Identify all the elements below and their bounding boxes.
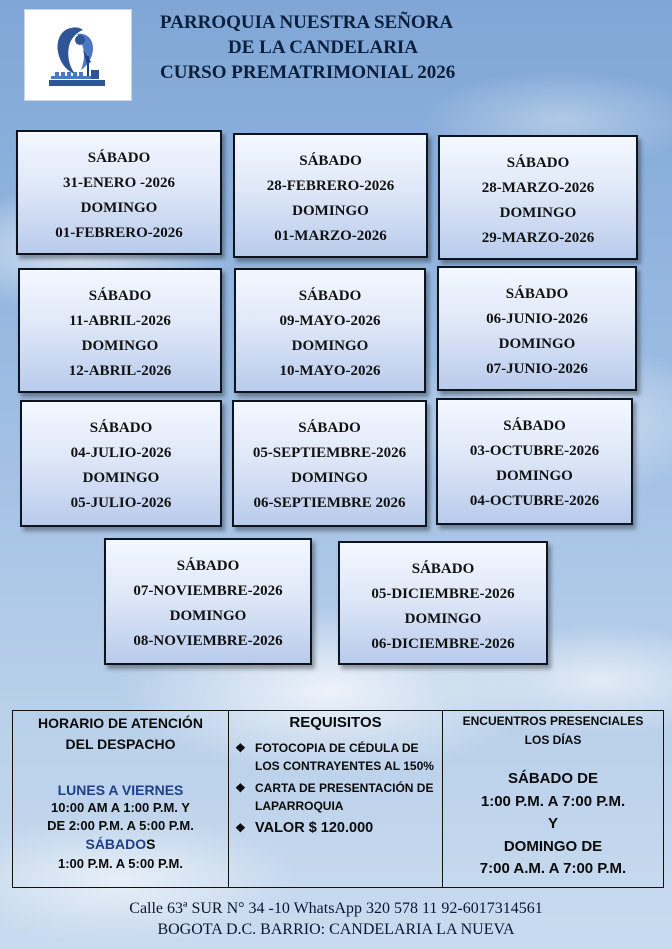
date-box-march [438,135,638,260]
date-box-december [338,541,548,665]
date-box-may [234,268,426,393]
date-box-february [233,133,428,258]
parish-logo [24,9,132,101]
weekdays-label: LUNES A VIERNES [57,782,184,798]
meetings-column [443,711,663,887]
footer-address: Calle 63ª SUR N° 34 -10 WhatsApp 320 578 11 92-6017314561 [129,900,543,917]
office-hours-column [13,711,229,887]
date-box-november [104,538,312,665]
date-day-2: DOMINGO [498,336,576,352]
date-day-1: SÁBADO [505,286,569,302]
date-value-2: 06-SEPTIEMBRE 2026 [253,495,406,511]
date-day-2: DOMINGO [82,470,160,486]
date-value-1: 05-SEPTIEMBRE-2026 [252,445,407,461]
date-day-2: DOMINGO [499,205,577,221]
date-value-1: 11-ABRIL-2026 [69,313,171,329]
diamond-bullet-icon: ❖ [235,781,246,795]
requirements-list [229,739,442,837]
list-item: ❖ FOTOCOPIA DE CÉDULA DE LOS CONTRAYENTES AL 150% [235,741,434,773]
date-day-1: SÁBADO [503,418,566,434]
date-value-2: 29-MARZO-2026 [481,230,595,246]
date-box-july [20,400,222,527]
diamond-bullet-icon: ❖ [235,741,246,755]
diamond-bullet-icon: ❖ [235,821,246,835]
date-day-1: SÁBADO [298,288,362,304]
date-value-2: 06-DICIEMBRE-2026 [371,636,515,652]
header-line-3: CURSO PREMATRIMONIAL 2026 [160,62,456,83]
meetings-schedule: SÁBADO DE 1:00 P.M. A 7:00 P.M. Y DOMINGO DE 7:00 A.M. A 7:00 P.M. [479,770,627,877]
date-value-1: 06-JUNIO-2026 [486,311,588,327]
date-value-2: 08-NOVIEMBRE-2026 [133,633,283,649]
list-item: ❖ VALOR $ 120.000 [235,820,374,836]
date-value-1: 09-MAYO-2026 [279,313,381,329]
date-day-1: SÁBADO [87,150,151,166]
date-day-1: SÁBADO [411,561,475,577]
date-box-october [436,398,633,525]
date-value-2: 01-FEBRERO-2026 [55,225,183,241]
date-day-1: SÁBADO [298,420,361,436]
date-value-1: 05-DICIEMBRE-2026 [371,586,515,602]
saturdays-label: SÁBADOS [85,836,156,852]
footer-neighborhood: BOGOTA D.C. BARRIO: CANDELARIA LA NUEVA [157,921,515,938]
header-line-2: DE LA CANDELARIA [228,37,419,58]
date-day-1: SÁBADO [176,558,240,574]
date-day-2: DOMINGO [496,468,573,484]
date-day-1: SÁBADO [299,153,362,169]
header-line-1: PARROQUIA NUESTRA SEÑORA [160,12,454,33]
requirements-title: REQUISITOS [289,714,382,731]
weekdays-hours-1: 10:00 AM A 1:00 P.M. Y [51,800,190,815]
office-hours-title: HORARIO DE ATENCIÓN DEL DESPACHO [38,715,203,752]
parish-logo-icon [25,10,133,102]
date-value-1: 03-OCTUBRE-2026 [469,443,600,459]
date-box-september [232,400,427,527]
date-box-april [18,268,222,393]
date-value-1: 04-JULIO-2026 [70,445,172,461]
date-day-2: DOMINGO [81,338,159,354]
date-day-2: DOMINGO [292,203,369,219]
date-value-2: 12-ABRIL-2026 [68,363,172,379]
requirements-column [229,711,443,887]
date-box-june [437,266,637,391]
meetings-title: ENCUENTROS PRESENCIALES LOS DÍAS [462,714,644,747]
date-box-january [16,130,222,255]
saturdays-hours: 1:00 P.M. A 5:00 P.M. [57,856,183,871]
date-day-1: SÁBADO [89,420,153,436]
date-day-2: DOMINGO [291,338,369,354]
date-value-2: 01-MARZO-2026 [274,228,387,244]
date-day-1: SÁBADO [88,288,152,304]
date-value-1: 28-FEBRERO-2026 [266,178,395,194]
weekdays-hours-2: DE 2:00 P.M. A 5:00 P.M. [47,818,194,833]
date-day-2: DOMINGO [291,470,368,486]
date-day-2: DOMINGO [169,608,247,624]
date-day-2: DOMINGO [404,611,482,627]
date-value-2: 04-OCTUBRE-2026 [469,493,600,509]
date-value-1: 28-MARZO-2026 [481,180,595,196]
date-value-2: 10-MAYO-2026 [279,363,381,379]
date-day-2: DOMINGO [80,200,158,216]
date-value-1: 31-ENERO -2026 [62,175,176,191]
date-value-2: 07-JUNIO-2026 [486,361,588,377]
list-item: ❖ CARTA DE PRESENTACIÓN DE LAPARROQUIA [235,781,434,813]
date-value-1: 07-NOVIEMBRE-2026 [133,583,283,599]
info-table [12,710,664,888]
date-day-1: SÁBADO [506,155,570,171]
date-value-2: 05-JULIO-2026 [70,495,172,511]
